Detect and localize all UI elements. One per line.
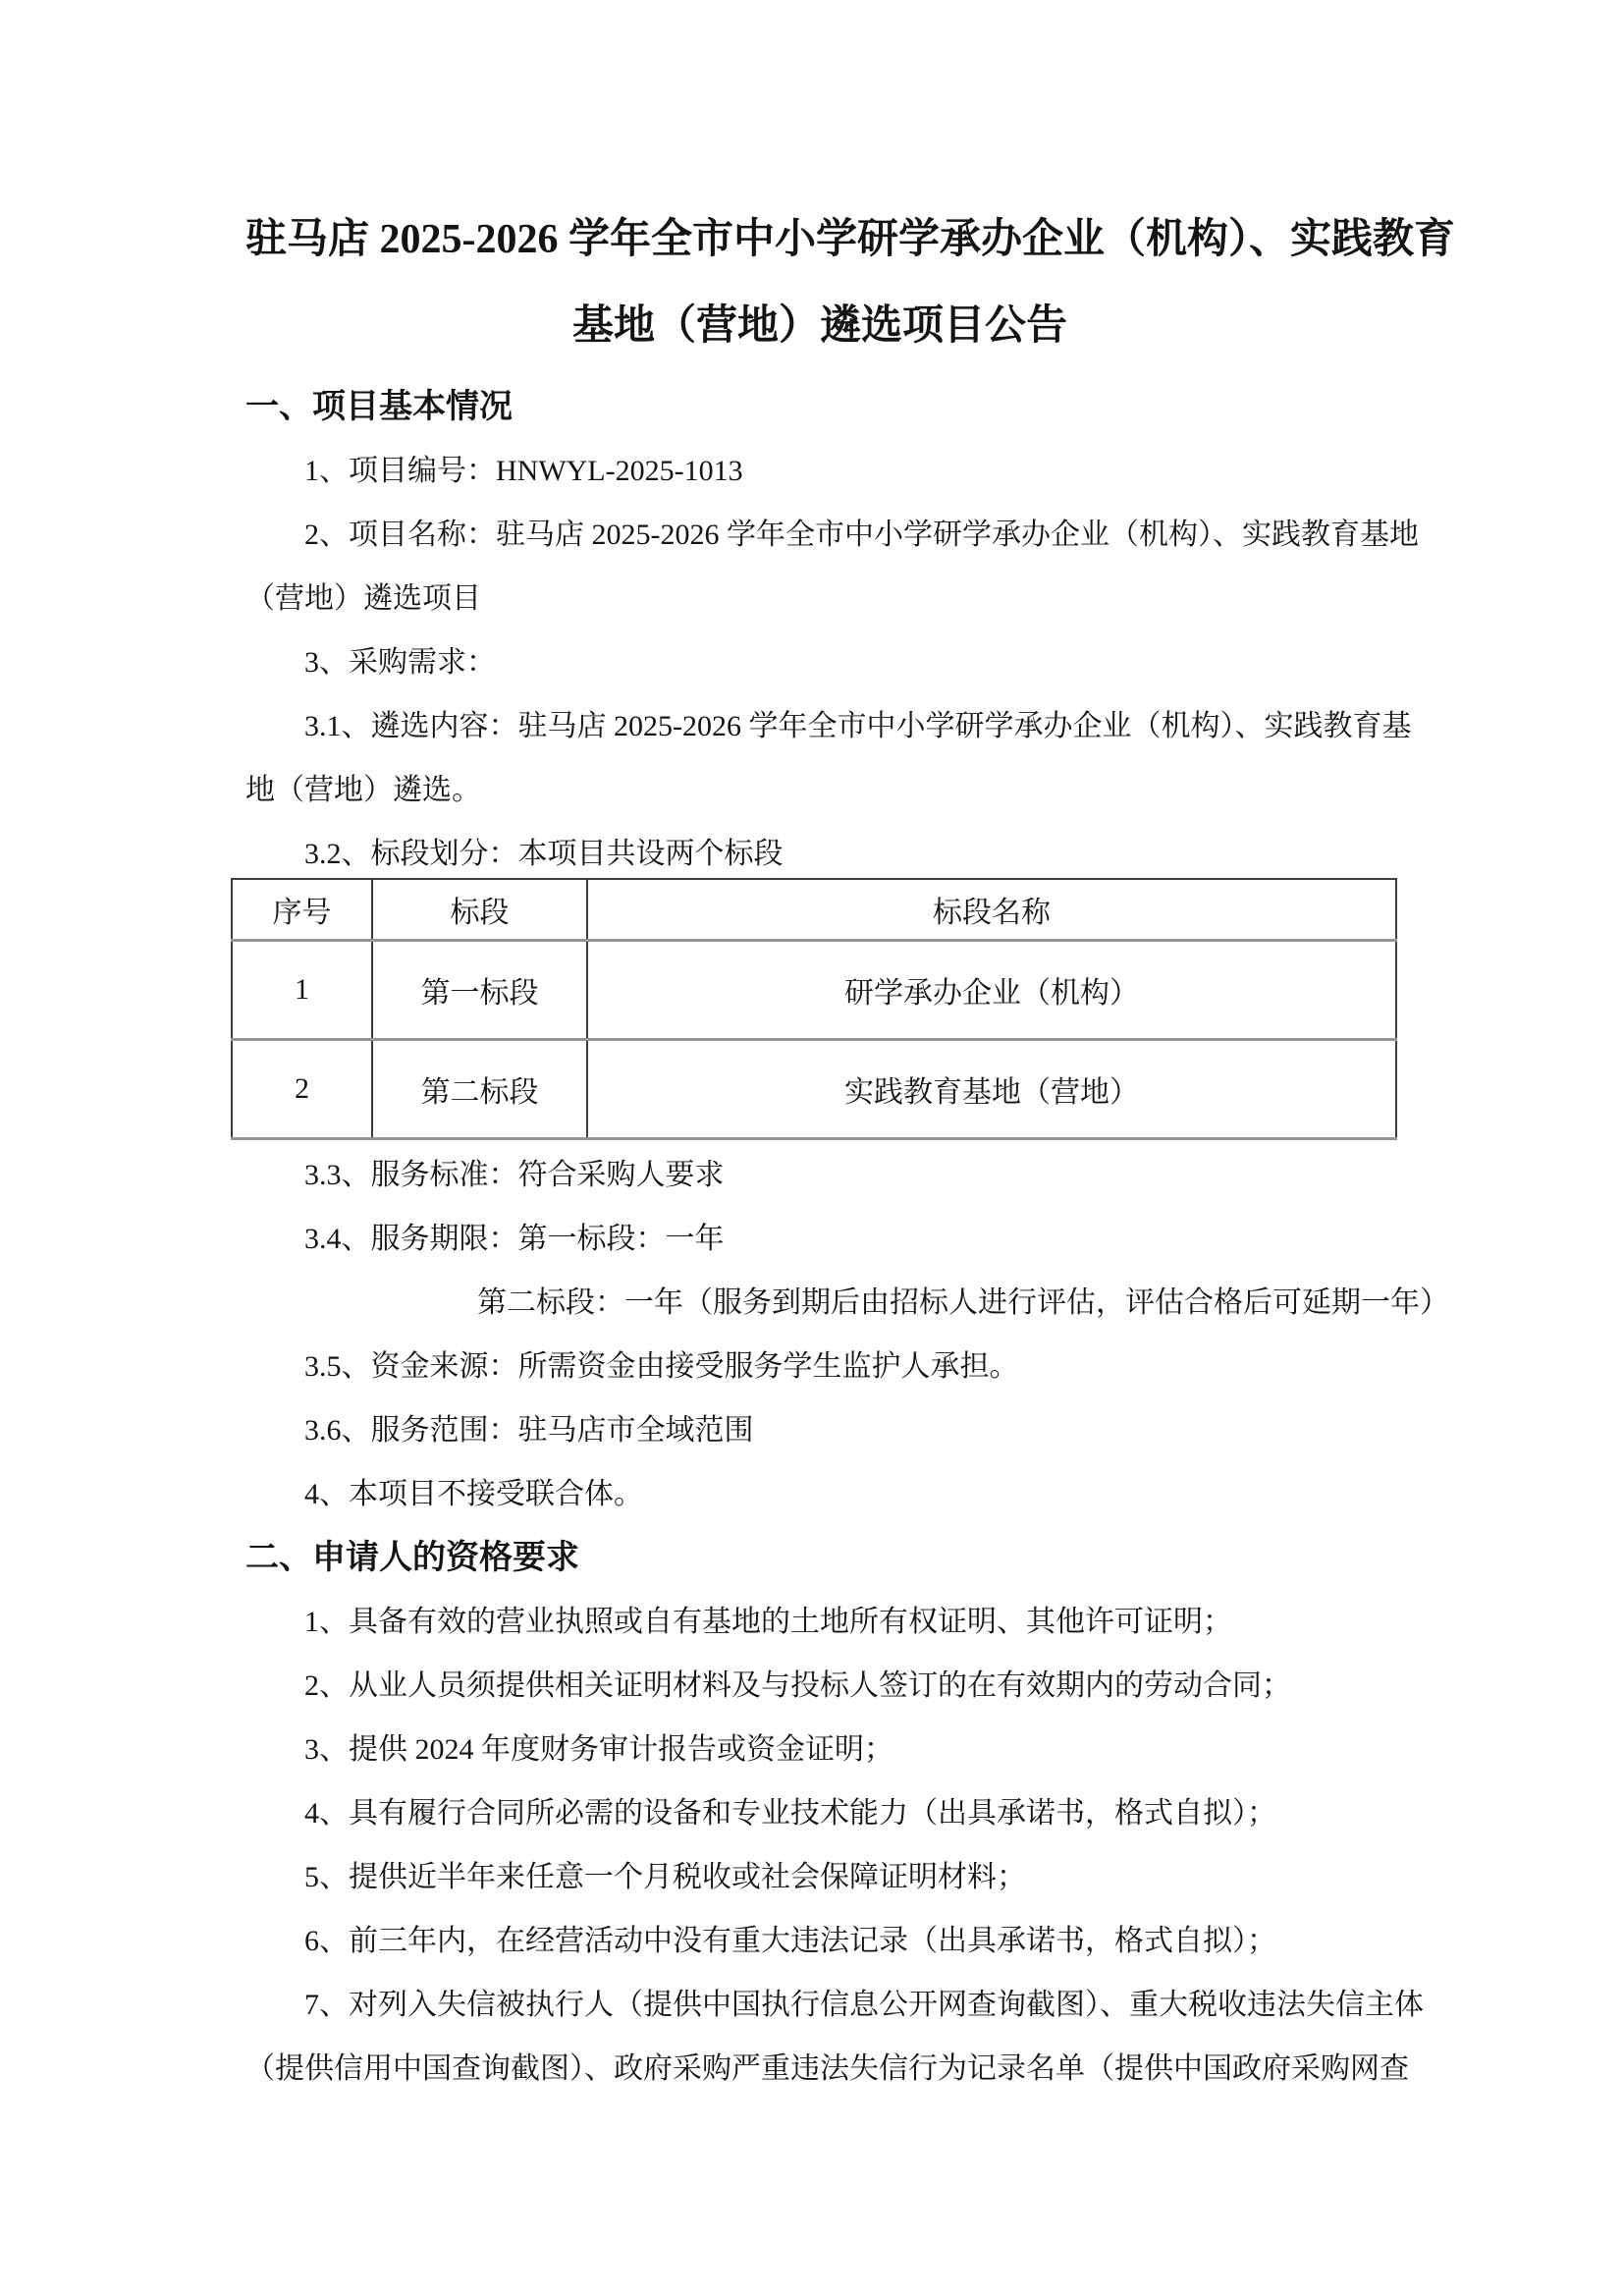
lot-table-row-1 xyxy=(232,940,1396,1039)
para-qualification-6: 6、前三年内，在经营活动中没有重大违法记录（出具承诺书，格式自拟）； xyxy=(304,1924,1276,1957)
lot-table-cell-name-1: 研学承办企业（机构） xyxy=(587,940,1396,1039)
para-qualification-2: 2、从业人员须提供相关证明材料及与投标人签订的在有效期内的劳动合同； xyxy=(304,1668,1291,1702)
para-lot-division: 3.2、标段划分：本项目共设两个标段 xyxy=(304,838,784,870)
doc-title-line-2: 基地（营地）遴选项目公告 xyxy=(571,303,1067,349)
para-project-name-line-2: （营地）遴选项目 xyxy=(245,582,481,615)
para-qualification-4: 4、具有履行合同所必需的设备和专业技术能力（出具承诺书，格式自拟）； xyxy=(304,1796,1276,1830)
lot-table-cell-lot-1: 第一标段 xyxy=(372,940,587,1039)
para-project-name-line-1: 2、项目名称：驻马店 2025-2026 学年全市中小学研学承办企业（机构）、实践教育基地 xyxy=(304,519,1419,551)
para-qualification-1: 1、具备有效的营业执照或自有基地的土地所有权证明、其他许可证明； xyxy=(304,1605,1232,1638)
para-service-term-line-2: 第二标段：一年（服务到期后由招标人进行评估，评估合格后可延期一年） xyxy=(477,1285,1449,1319)
para-procurement-demand: 3、采购需求： xyxy=(304,646,496,679)
para-no-consortium: 4、本项目不接受联合体。 xyxy=(304,1477,643,1510)
lot-table-cell-seq-2: 2 xyxy=(232,1039,372,1138)
section-heading-qualification: 二、申请人的资格要求 xyxy=(245,1539,579,1576)
para-selection-content-line-2: 地（营地）遴选。 xyxy=(245,774,481,806)
para-fund-source: 3.5、资金来源：所需资金由接受服务学生监护人承担。 xyxy=(304,1349,1019,1383)
para-qualification-3: 3、提供 2024 年度财务审计报告或资金证明； xyxy=(304,1732,893,1766)
para-qualification-7-line-1: 7、对列入失信被执行人（提供中国执行信息公开网查询截图）、重大税收违法失信主体 xyxy=(304,1988,1424,2021)
para-qualification-7-line-2: （提供信用中国查询截图）、政府采购严重违法失信行为记录名单（提供中国政府采购网查 xyxy=(245,2051,1409,2085)
section-heading-project-info: 一、项目基本情况 xyxy=(245,389,513,425)
lot-table-row-2 xyxy=(232,1039,1396,1138)
para-service-term-line-1: 3.4、服务期限：第一标段：一年 xyxy=(304,1222,725,1255)
lot-table-header-lot-name: 标段名称 xyxy=(587,879,1396,940)
lot-table-header-seq: 序号 xyxy=(232,879,372,940)
para-service-standard: 3.3、服务标准：符合采购人要求 xyxy=(304,1158,725,1191)
lot-table xyxy=(231,878,1397,1140)
doc-title-line-1: 驻马店 2025-2026 学年全市中小学研学承办企业（机构）、实践教育 xyxy=(245,217,1455,262)
lot-table-cell-seq-1: 1 xyxy=(232,940,372,1039)
para-project-code: 1、项目编号：HNWYL-2025-1013 xyxy=(304,455,743,487)
lot-table-cell-name-2: 实践教育基地（营地） xyxy=(587,1039,1396,1138)
lot-table-header-row xyxy=(232,879,1396,940)
lot-table-header-lot: 标段 xyxy=(372,879,587,940)
para-qualification-5: 5、提供近半年来任意一个月税收或社会保障证明材料； xyxy=(304,1860,1026,1893)
lot-table-cell-lot-2: 第二标段 xyxy=(372,1039,587,1138)
para-selection-content-line-1: 3.1、遴选内容：驻马店 2025-2026 学年全市中小学研学承办企业（机构）、实践教育基 xyxy=(304,710,1412,742)
para-service-scope: 3.6、服务范围：驻马店市全域范围 xyxy=(304,1413,754,1447)
